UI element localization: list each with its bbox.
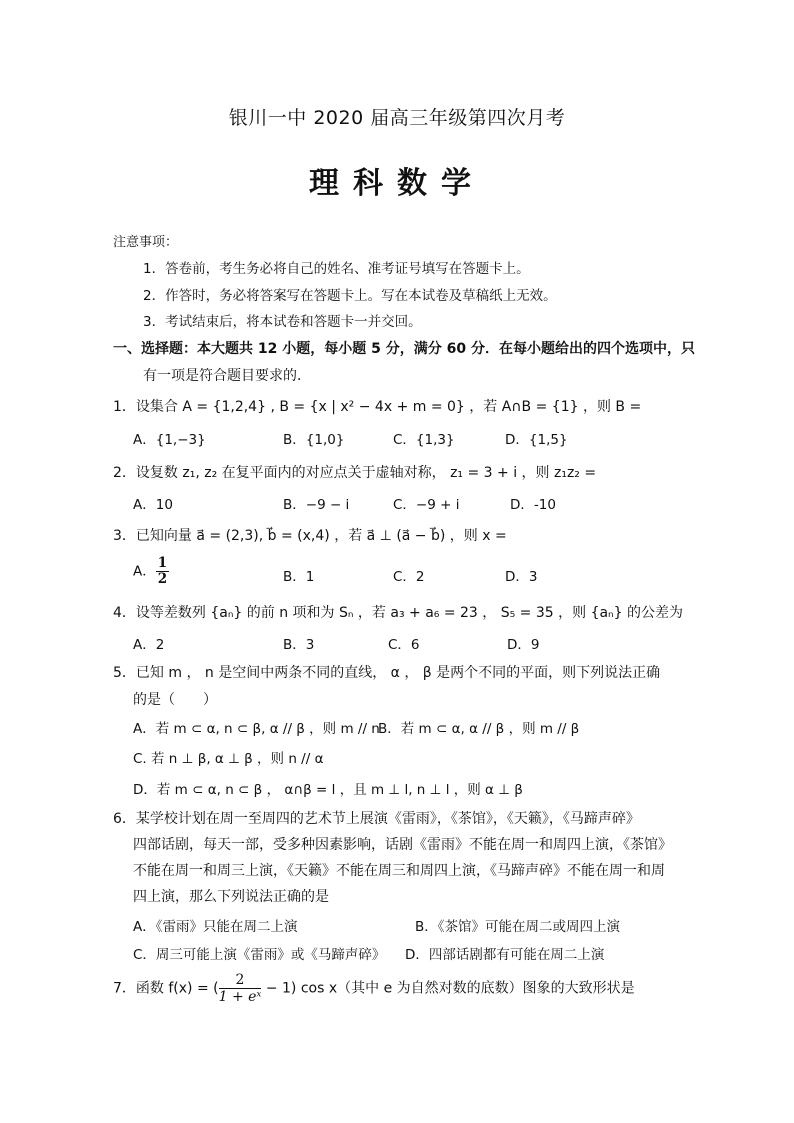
question-4-option-b: B．3 (283, 637, 315, 653)
question-5-option-c: C. 若 n ⊥ β, α ⊥ β ，则 n // α (133, 751, 324, 767)
question-6-option-b: B．《茶馆》可能在周二或周四上演 (415, 919, 621, 935)
question-1-option-c: C．{1,3} (393, 432, 455, 448)
question-4-option-d: D．9 (507, 637, 540, 653)
question-1-option-d: D．{1,5} (505, 432, 568, 448)
fraction (219, 972, 262, 1005)
question-3-option-a (133, 556, 169, 587)
question-2-option-d: D．-10 (510, 497, 556, 513)
question-5-stem-line2: 的是（ ） (133, 692, 217, 708)
question-6-option-d: D．四部话剧都有可能在周二上演 (405, 947, 605, 963)
question-1-option-b: B．{1,0} (283, 432, 345, 448)
fraction-denominator: 2 (157, 571, 168, 587)
question-6-option-a: A．《雷雨》只能在周二上演 (133, 919, 298, 935)
question-3-option-c: C．2 (393, 569, 425, 585)
question-5-option-a: A．若 m ⊂ α, n ⊂ β, α // β ，则 m // n (133, 721, 380, 737)
question-5-option-b: B．若 m ⊂ α, α // β ，则 m // β (378, 721, 580, 737)
subject-title: 理科数学 (309, 166, 485, 201)
question-7-suffix: − 1) cos x（其中 e 为自然对数的底数）图象的大致形状是 (261, 980, 635, 997)
fraction-denominator: 1 + eˣ (218, 989, 262, 1005)
question-4-stem: 4．设等差数列 {aₙ} 的前 n 项和为 Sₙ ，若 a₃ + a₆ = 23 ， S₅ = 35 ，则 {aₙ} 的公差为 (113, 605, 683, 621)
fraction (156, 556, 169, 587)
question-4-option-a: A．2 (133, 637, 165, 653)
question-3-option-a-label: A． (133, 563, 156, 580)
question-1-stem: 1．设集合 A = {1,2,4} , B = {x | x² − 4x + m = 0} ，若 A∩B = {1} ，则 B = (113, 399, 642, 415)
question-4-option-c: C．6 (388, 637, 420, 653)
question-3-stem: 3．已知向量 a⃗ = (2,3), b⃗ = (x,4) ，若 a⃗ ⊥ (a⃗ − b⃗) ，则 x = (113, 528, 507, 544)
question-2-stem: 2．设复数 z₁, z₂ 在复平面内的对应点关于虚轴对称， z₁ = 3 + i ，则 z₁z₂ = (113, 465, 597, 481)
section-heading-line2: 有一项是符合题目要求的． (143, 368, 311, 384)
question-5-stem-line1: 5．已知 m ， n 是空间中两条不同的直线， α ， β 是两个不同的平面，则下列说法正确 (113, 665, 661, 681)
question-6-stem-line2: 四部话剧，每天一部，受多种因素影响，话剧《雷雨》不能在周一和周四上演，《茶馆》 (133, 837, 672, 853)
question-6-stem-line1: 6．某学校计划在周一至周四的艺术节上展演《雷雨》，《茶馆》，《天籁》，《马蹄声碎》 (113, 811, 640, 827)
question-1-option-a: A．{1,−3} (133, 432, 206, 448)
question-3-option-d: D．3 (505, 569, 538, 585)
question-6-option-c: C．周三可能上演《雷雨》或《马蹄声碎》 (133, 947, 386, 963)
question-2-option-b: B．−9 − i (283, 497, 350, 513)
question-2-option-a: A．10 (133, 497, 173, 513)
notice-title: 注意事项： (113, 235, 179, 250)
notice-item-3: 3．考试结束后，将本试卷和答题卡一并交回。 (143, 314, 422, 330)
question-6-stem-line3: 不能在周一和周三上演，《天籁》不能在周三和周四上演，《马蹄声碎》不能在周一和周 (133, 863, 665, 879)
notice-item-2: 2．作答时，务必将答案写在答题卡上。写在本试卷及草稿纸上无效。 (143, 288, 557, 304)
fraction-numerator: 2 (219, 972, 262, 989)
fraction-numerator: 1 (157, 555, 168, 571)
question-5-option-d: D．若 m ⊂ α, n ⊂ β ， α∩β = l ，且 m ⊥ l, n ⊥ l ，则 α ⊥ β (133, 782, 523, 798)
question-7-prefix: 7．函数 f(x) = ( (113, 980, 219, 997)
school-title: 银川一中 2020 届高三年级第四次月考 (228, 107, 566, 129)
notice-item-1: 1．答卷前，考生务必将自己的姓名、准考证号填写在答题卡上。 (143, 261, 530, 277)
question-2-option-c: C．−9 + i (393, 497, 460, 513)
question-3-option-b: B．1 (283, 569, 315, 585)
question-7-stem (113, 972, 635, 1005)
question-6-stem-line4: 四上演，那么下列说法正确的是 (133, 889, 329, 905)
section-heading-line1: 一、选择题：本大题共 12 小题，每小题 5 分，满分 60 分．在每小题给出的四个选项中，只 (113, 341, 695, 357)
